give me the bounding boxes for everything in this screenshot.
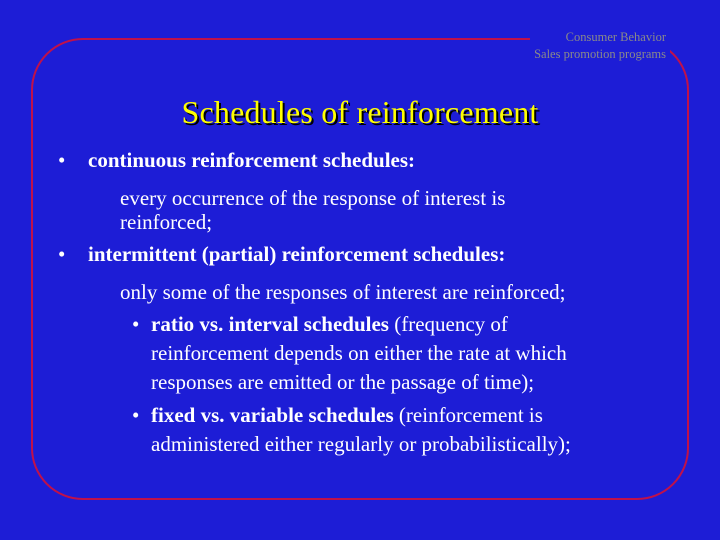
sub-bullet-ratio-interval-text: reinforcement depends on either the rate at which <box>151 341 567 365</box>
sub-bullet-marker: • <box>132 403 140 427</box>
sub-bullet-ratio-interval <box>151 312 508 337</box>
sub-bullet-fixed-variable-text: (reinforcement is <box>393 403 543 427</box>
sub-bullet-ratio-interval-text: (frequency of <box>388 312 508 336</box>
bullet-continuous-detail: every occurrence of the response of interest is <box>120 186 506 210</box>
bullet-intermittent-label: intermittent (partial) reinforcement schedules: <box>88 242 506 266</box>
slide-title: Schedules of reinforcement <box>181 94 539 130</box>
sub-bullet-ratio-interval-term: ratio vs. interval schedules <box>151 312 389 336</box>
bullet-continuous-detail: reinforced; <box>120 210 213 234</box>
bullet-marker: • <box>58 148 66 172</box>
sub-bullet-ratio-interval-text: responses are emitted or the passage of time); <box>151 370 535 394</box>
bullet-intermittent-detail: only some of the responses of interest are reinforced; <box>120 280 566 304</box>
sub-bullet-marker: • <box>132 312 140 336</box>
bullet-marker: • <box>58 242 66 266</box>
header-topic: Sales promotion programs <box>534 47 666 61</box>
bullet-continuous-label: continuous reinforcement schedules: <box>88 148 416 172</box>
sub-bullet-fixed-variable-text: administered either regularly or probabilistically); <box>151 432 571 456</box>
header-course: Consumer Behavior <box>565 30 666 44</box>
sub-bullet-fixed-variable <box>151 403 543 428</box>
slide-header <box>530 29 670 63</box>
sub-bullet-fixed-variable-term: fixed vs. variable schedules <box>151 403 394 427</box>
